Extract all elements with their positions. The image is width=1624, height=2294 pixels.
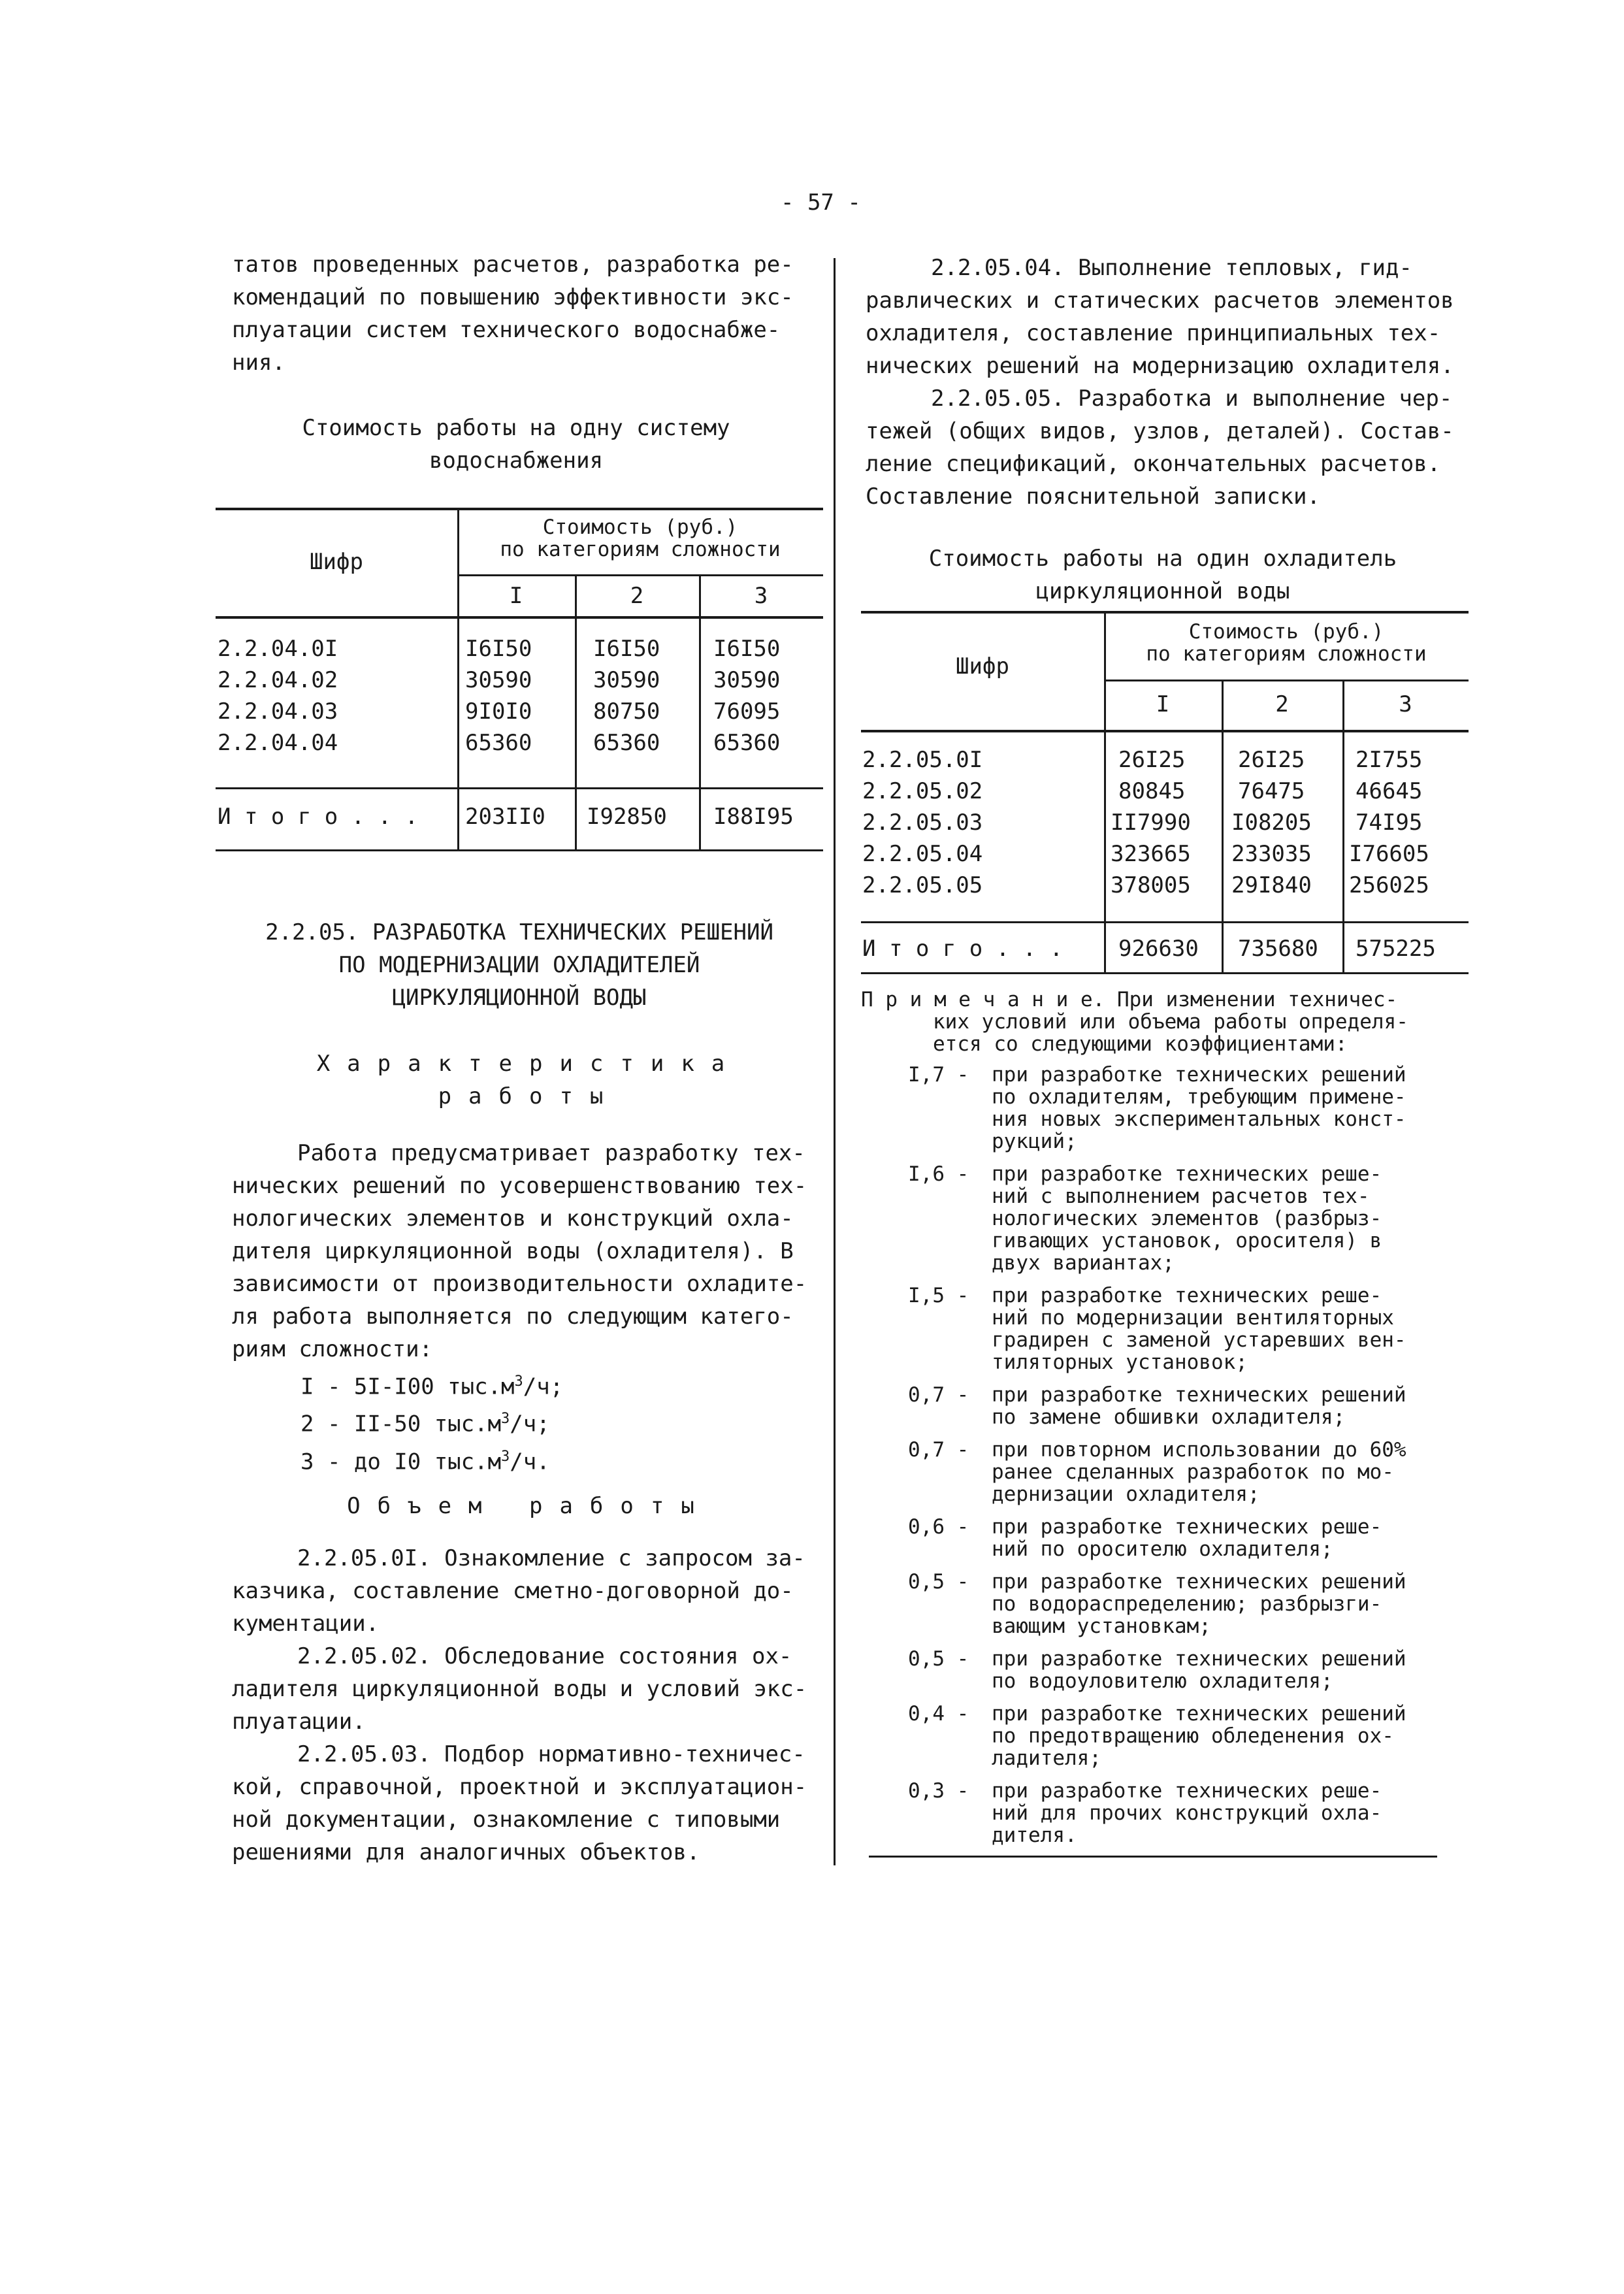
coefficient-item bbox=[908, 1516, 1406, 1560]
characteristic-heading bbox=[216, 1047, 843, 1113]
value-cell: 323665 bbox=[1111, 841, 1191, 867]
category-item bbox=[300, 1366, 563, 1403]
category-header: I bbox=[1156, 691, 1170, 717]
code-cell: 2.2.05.04 bbox=[862, 841, 983, 867]
coefficient-list bbox=[908, 1064, 1406, 1857]
category-header: 2 bbox=[630, 583, 644, 609]
text-line: комендаций по повышению эффективности экс- bbox=[232, 284, 794, 310]
table2-caption bbox=[856, 542, 1470, 608]
text-line: дителя циркуляционной воды (охладителя). В bbox=[232, 1238, 794, 1264]
table-rule bbox=[861, 921, 1469, 923]
text-line: 2.2.05.05. Разработка и выполнение чер- bbox=[931, 385, 1453, 412]
category-text: /ч. bbox=[510, 1448, 550, 1475]
section-title-line: ЦИРКУЛЯЦИОННОЙ ВОДЫ bbox=[392, 985, 647, 1011]
note-label: П р и м е ч а н и е. bbox=[861, 988, 1105, 1011]
value-cell: I6I50 bbox=[465, 636, 532, 662]
category-text: I - 5I-I00 тыс.м bbox=[300, 1373, 515, 1400]
coefficient-value: 0,5 - bbox=[908, 1570, 969, 1594]
coefficient-value: 0,3 - bbox=[908, 1779, 969, 1803]
coefficient-text bbox=[992, 1064, 1406, 1153]
coefficient-item bbox=[908, 1439, 1406, 1505]
superscript: 3 bbox=[501, 1448, 510, 1465]
section-title-line: 2.2.05. РАЗРАБОТКА ТЕХНИЧЕСКИХ РЕШЕНИЙ bbox=[265, 919, 773, 945]
table-rule bbox=[216, 787, 823, 789]
code-cell: 2.2.04.04 bbox=[218, 730, 338, 756]
value-cell: 30590 bbox=[593, 667, 660, 693]
text-line: 2.2.05.0I. Ознакомление с запросом за- bbox=[297, 1545, 805, 1571]
text-line: по охладителям, требующим примене- bbox=[992, 1085, 1406, 1109]
text-line: ний для прочих конструкций охла- bbox=[992, 1801, 1382, 1825]
coefficient-text bbox=[992, 1703, 1406, 1769]
text-line: ния новых экспериментальных конст- bbox=[992, 1107, 1406, 1131]
code-cell: 2.2.05.02 bbox=[862, 778, 983, 804]
text-line: казчика, составление сметно-договорной до- bbox=[232, 1578, 794, 1604]
value-cell: 76475 bbox=[1238, 778, 1305, 804]
text-line: ной документации, ознакомление с типовыми bbox=[232, 1807, 781, 1833]
caption-line: Стоимость работы на одну систему bbox=[302, 415, 730, 441]
total-label: И т о г о . . . bbox=[862, 936, 1064, 962]
table-col-rule bbox=[575, 574, 577, 851]
value-cell: 26I25 bbox=[1238, 747, 1305, 773]
heading-line: работы bbox=[438, 1083, 621, 1109]
value-cell: 74I95 bbox=[1356, 810, 1423, 836]
section-title-line: ПО МОДЕРНИЗАЦИИ ОХЛАДИТЕЛЕЙ bbox=[338, 952, 700, 978]
coefficient-number: 0,7 bbox=[908, 1383, 945, 1407]
text-line: ление спецификаций, окончательных расчетов. bbox=[866, 451, 1441, 477]
column-header-code: Шифр bbox=[956, 653, 1009, 680]
characteristic-paragraph bbox=[232, 1137, 807, 1366]
coefficient-value: 0,6 - bbox=[908, 1515, 969, 1539]
text-line: плуатации. bbox=[232, 1709, 366, 1735]
coefficient-text bbox=[992, 1571, 1406, 1637]
text-line: 2.2.05.02. Обследование состояния ох- bbox=[297, 1643, 792, 1669]
table-col-rule bbox=[699, 574, 701, 851]
total-value: 926630 bbox=[1118, 936, 1199, 962]
value-cell: 30590 bbox=[465, 667, 532, 693]
text-line: кументации. bbox=[232, 1611, 380, 1637]
coefficient-value: I,6 - bbox=[908, 1162, 969, 1186]
category-text: 2 - II-50 тыс.м bbox=[300, 1411, 502, 1437]
column-header-cost bbox=[457, 516, 823, 561]
table-rule bbox=[861, 611, 1469, 614]
text-line: при разработке технических реше- bbox=[992, 1284, 1382, 1307]
value-cell: 378005 bbox=[1111, 872, 1191, 898]
text-line: дернизации охладителя; bbox=[992, 1483, 1260, 1506]
text-line: нических решений на модернизацию охладителя. bbox=[866, 353, 1454, 379]
text-line: ния. bbox=[232, 350, 285, 376]
value-cell: I76605 bbox=[1349, 841, 1429, 867]
text-line: при разработке технических решений bbox=[992, 1063, 1406, 1087]
text-line: при разработке технических решений bbox=[992, 1702, 1406, 1726]
text-line: ранее сделанных разработок по мо- bbox=[992, 1460, 1394, 1484]
coefficient-text bbox=[992, 1285, 1406, 1373]
text-line: ний по модернизации вентиляторных bbox=[992, 1306, 1394, 1330]
text-line: при разработке технических реше- bbox=[992, 1515, 1382, 1539]
left-intro-paragraph bbox=[232, 248, 794, 379]
coefficient-number: 0,5 bbox=[908, 1647, 945, 1671]
coefficient-item bbox=[908, 1571, 1406, 1637]
header-line: Стоимость (руб.) bbox=[1188, 620, 1384, 644]
value-cell: 76095 bbox=[713, 698, 781, 725]
text-line: 2.2.05.04. Выполнение тепловых, гид- bbox=[931, 255, 1412, 281]
text-line: ладителя циркуляционной воды и условий экс- bbox=[232, 1676, 807, 1702]
value-cell: I08205 bbox=[1231, 810, 1312, 836]
text-line: ний по оросителю охладителя; bbox=[992, 1537, 1333, 1561]
note-text: При изменении техничес- bbox=[1116, 988, 1398, 1011]
table-rule bbox=[216, 616, 823, 619]
text-line: при разработке технических решений bbox=[992, 1647, 1406, 1671]
note-end-rule bbox=[869, 1856, 1437, 1858]
text-line: по водораспределению; разбрызги- bbox=[992, 1592, 1382, 1616]
text-line: при разработке технических решений bbox=[992, 1570, 1406, 1594]
note-line: ется со следующими коэффициентами: bbox=[933, 1032, 1348, 1056]
superscript: 3 bbox=[514, 1373, 523, 1390]
category-text: 3 - до I0 тыс.м bbox=[300, 1448, 502, 1475]
text-line: Составление пояснительной записки. bbox=[866, 483, 1320, 510]
coefficient-item bbox=[908, 1285, 1406, 1373]
coefficient-value: I,5 - bbox=[908, 1284, 969, 1307]
coefficient-text bbox=[992, 1439, 1406, 1505]
coefficient-number: 0,3 bbox=[908, 1779, 945, 1803]
text-line: тиляторных установок; bbox=[992, 1351, 1248, 1374]
text-line: гивающих установок, оросителя) в bbox=[992, 1229, 1382, 1253]
category-header: 3 bbox=[1399, 691, 1412, 717]
table-rule bbox=[861, 972, 1469, 974]
column-header-cost bbox=[1104, 621, 1469, 665]
volume-paragraphs bbox=[232, 1542, 807, 1869]
text-line: нологических элементов и конструкций охла- bbox=[232, 1205, 794, 1232]
coefficient-item bbox=[908, 1384, 1406, 1428]
coefficient-item bbox=[908, 1780, 1406, 1846]
text-line: зависимости от производительности охладите- bbox=[232, 1271, 807, 1297]
category-item bbox=[300, 1403, 563, 1440]
coefficient-item bbox=[908, 1703, 1406, 1769]
code-cell: 2.2.05.0I bbox=[862, 747, 983, 773]
heading-line: Характеристика bbox=[316, 1051, 742, 1077]
header-line: по категориям сложности bbox=[1146, 642, 1427, 666]
text-line: 2.2.05.03. Подбор нормативно-техничес- bbox=[297, 1741, 805, 1767]
value-cell: 80845 bbox=[1118, 778, 1186, 804]
table-rule bbox=[216, 849, 823, 851]
column-header-code: Шифр bbox=[310, 549, 363, 575]
table-rule bbox=[1104, 680, 1469, 681]
superscript: 3 bbox=[501, 1411, 510, 1428]
total-value: I88I95 bbox=[713, 804, 794, 830]
text-line: градирен с заменой устаревших вен- bbox=[992, 1328, 1406, 1352]
coefficient-value: I,7 - bbox=[908, 1063, 969, 1087]
table-col-rule bbox=[1104, 611, 1106, 974]
coefficient-value: 0,7 - bbox=[908, 1438, 969, 1462]
value-cell: I6I50 bbox=[593, 636, 660, 662]
coefficient-value: 0,4 - bbox=[908, 1702, 969, 1726]
value-cell: 65360 bbox=[713, 730, 781, 756]
text-line: по замене обшивки охладителя; bbox=[992, 1405, 1346, 1429]
text-line: по предотвращению обледенения ох- bbox=[992, 1724, 1394, 1748]
category-list bbox=[300, 1366, 563, 1478]
code-cell: 2.2.04.02 bbox=[218, 667, 338, 693]
coefficient-number: 0,5 bbox=[908, 1570, 945, 1594]
text-line: Работа предусматривает разработку тех- bbox=[297, 1140, 805, 1166]
header-line: Стоимость (руб.) bbox=[542, 516, 738, 539]
caption-line: водоснабжения bbox=[429, 448, 604, 474]
text-line: охладителя, составление принципиальных тех- bbox=[866, 320, 1441, 346]
table-rule bbox=[216, 508, 823, 510]
coefficient-number: 0,6 bbox=[908, 1515, 945, 1539]
text-line: при разработке технических реше- bbox=[992, 1162, 1382, 1186]
code-cell: 2.2.05.03 bbox=[862, 810, 983, 836]
coefficient-text bbox=[992, 1384, 1406, 1428]
coefficient-number: I,7 bbox=[908, 1063, 945, 1087]
text-line: нических решений по усовершенствованию тех- bbox=[232, 1173, 807, 1199]
value-cell: 26I25 bbox=[1118, 747, 1186, 773]
coefficient-value: 0,5 - bbox=[908, 1647, 969, 1671]
table-col-rule bbox=[1342, 680, 1344, 974]
value-cell: II7990 bbox=[1111, 810, 1191, 836]
text-line: ний с выполнением расчетов тех- bbox=[992, 1185, 1370, 1208]
coefficient-text bbox=[992, 1648, 1406, 1692]
value-cell: 80750 bbox=[593, 698, 660, 725]
text-line: двух вариантах; bbox=[992, 1251, 1175, 1275]
total-value: 735680 bbox=[1238, 936, 1318, 962]
category-item bbox=[300, 1441, 563, 1478]
section-title bbox=[216, 916, 823, 1014]
table-col-rule bbox=[1222, 680, 1224, 974]
value-cell: 29I840 bbox=[1231, 872, 1312, 898]
right-intro-paragraphs bbox=[866, 252, 1454, 513]
value-cell: 9I0I0 bbox=[465, 698, 532, 725]
page-number: - 57 - bbox=[781, 189, 861, 216]
header-line: по категориям сложности bbox=[500, 538, 781, 561]
text-line: решениями для аналогичных объектов. bbox=[232, 1839, 700, 1865]
value-cell: 30590 bbox=[713, 667, 781, 693]
coefficient-item bbox=[908, 1163, 1406, 1274]
code-cell: 2.2.04.03 bbox=[218, 698, 338, 725]
value-cell: 233035 bbox=[1231, 841, 1312, 867]
total-value: I92850 bbox=[587, 804, 667, 830]
text-line: при разработке технических реше- bbox=[992, 1779, 1382, 1803]
text-line: при разработке технических решений bbox=[992, 1383, 1406, 1407]
coefficient-number: I,5 bbox=[908, 1284, 945, 1307]
note-line: ких условий или объема работы определя- bbox=[933, 1010, 1408, 1034]
code-cell: 2.2.05.05 bbox=[862, 872, 983, 898]
value-cell: 2I755 bbox=[1356, 747, 1423, 773]
category-header: I bbox=[509, 583, 523, 609]
category-header: 2 bbox=[1275, 691, 1289, 717]
note-first-line bbox=[861, 989, 1408, 1011]
text-line: тежей (общих видов, узлов, деталей). Состав- bbox=[866, 418, 1454, 444]
text-line: дителя. bbox=[992, 1824, 1077, 1847]
text-line: по водоуловителю охладителя; bbox=[992, 1669, 1333, 1693]
text-line: равлических и статических расчетов элементов bbox=[866, 287, 1454, 314]
value-cell: I6I50 bbox=[713, 636, 781, 662]
coefficient-number: 0,4 bbox=[908, 1702, 945, 1726]
coefficient-value: 0,7 - bbox=[908, 1383, 969, 1407]
text-line: при повторном использовании до 60% bbox=[992, 1438, 1406, 1462]
text-line: риям сложности: bbox=[232, 1336, 433, 1362]
text-line: ладителя; bbox=[992, 1746, 1101, 1770]
total-label: И т о г о . . . bbox=[218, 804, 419, 830]
coefficient-item bbox=[908, 1648, 1406, 1692]
note-block bbox=[861, 989, 1408, 1055]
volume-heading: Объем работы bbox=[347, 1493, 711, 1519]
text-line: ля работа выполняется по следующим катего- bbox=[232, 1303, 794, 1330]
table-rule bbox=[457, 574, 823, 576]
text-line: татов проведенных расчетов, разработка ре- bbox=[232, 252, 794, 278]
category-text: /ч; bbox=[523, 1373, 564, 1400]
caption-line: Стоимость работы на один охладитель bbox=[928, 546, 1397, 572]
text-line: кой, справочной, проектной и эксплуатацион- bbox=[232, 1774, 807, 1800]
value-cell: 65360 bbox=[465, 730, 532, 756]
coefficient-text bbox=[992, 1516, 1382, 1560]
coefficient-number: 0,7 bbox=[908, 1438, 945, 1462]
table-rule bbox=[861, 730, 1469, 732]
text-line: плуатации систем технического водоснабже- bbox=[232, 317, 781, 343]
coefficient-text bbox=[992, 1780, 1382, 1846]
caption-line: циркуляционной воды bbox=[1035, 578, 1290, 604]
text-line: вающим установкам; bbox=[992, 1614, 1211, 1638]
text-line: нологических элементов (разбрыз- bbox=[992, 1207, 1382, 1230]
coefficient-number: I,6 bbox=[908, 1162, 945, 1186]
category-header: 3 bbox=[754, 583, 768, 609]
total-value: 575225 bbox=[1356, 936, 1436, 962]
total-value: 203II0 bbox=[465, 804, 545, 830]
table1-caption bbox=[216, 412, 817, 477]
coefficient-text bbox=[992, 1163, 1382, 1274]
value-cell: 65360 bbox=[593, 730, 660, 756]
code-cell: 2.2.04.0I bbox=[218, 636, 338, 662]
category-text: /ч; bbox=[510, 1411, 550, 1437]
coefficient-item bbox=[908, 1064, 1406, 1153]
value-cell: 46645 bbox=[1356, 778, 1423, 804]
value-cell: 256025 bbox=[1349, 872, 1429, 898]
text-line: рукций; bbox=[992, 1130, 1077, 1153]
